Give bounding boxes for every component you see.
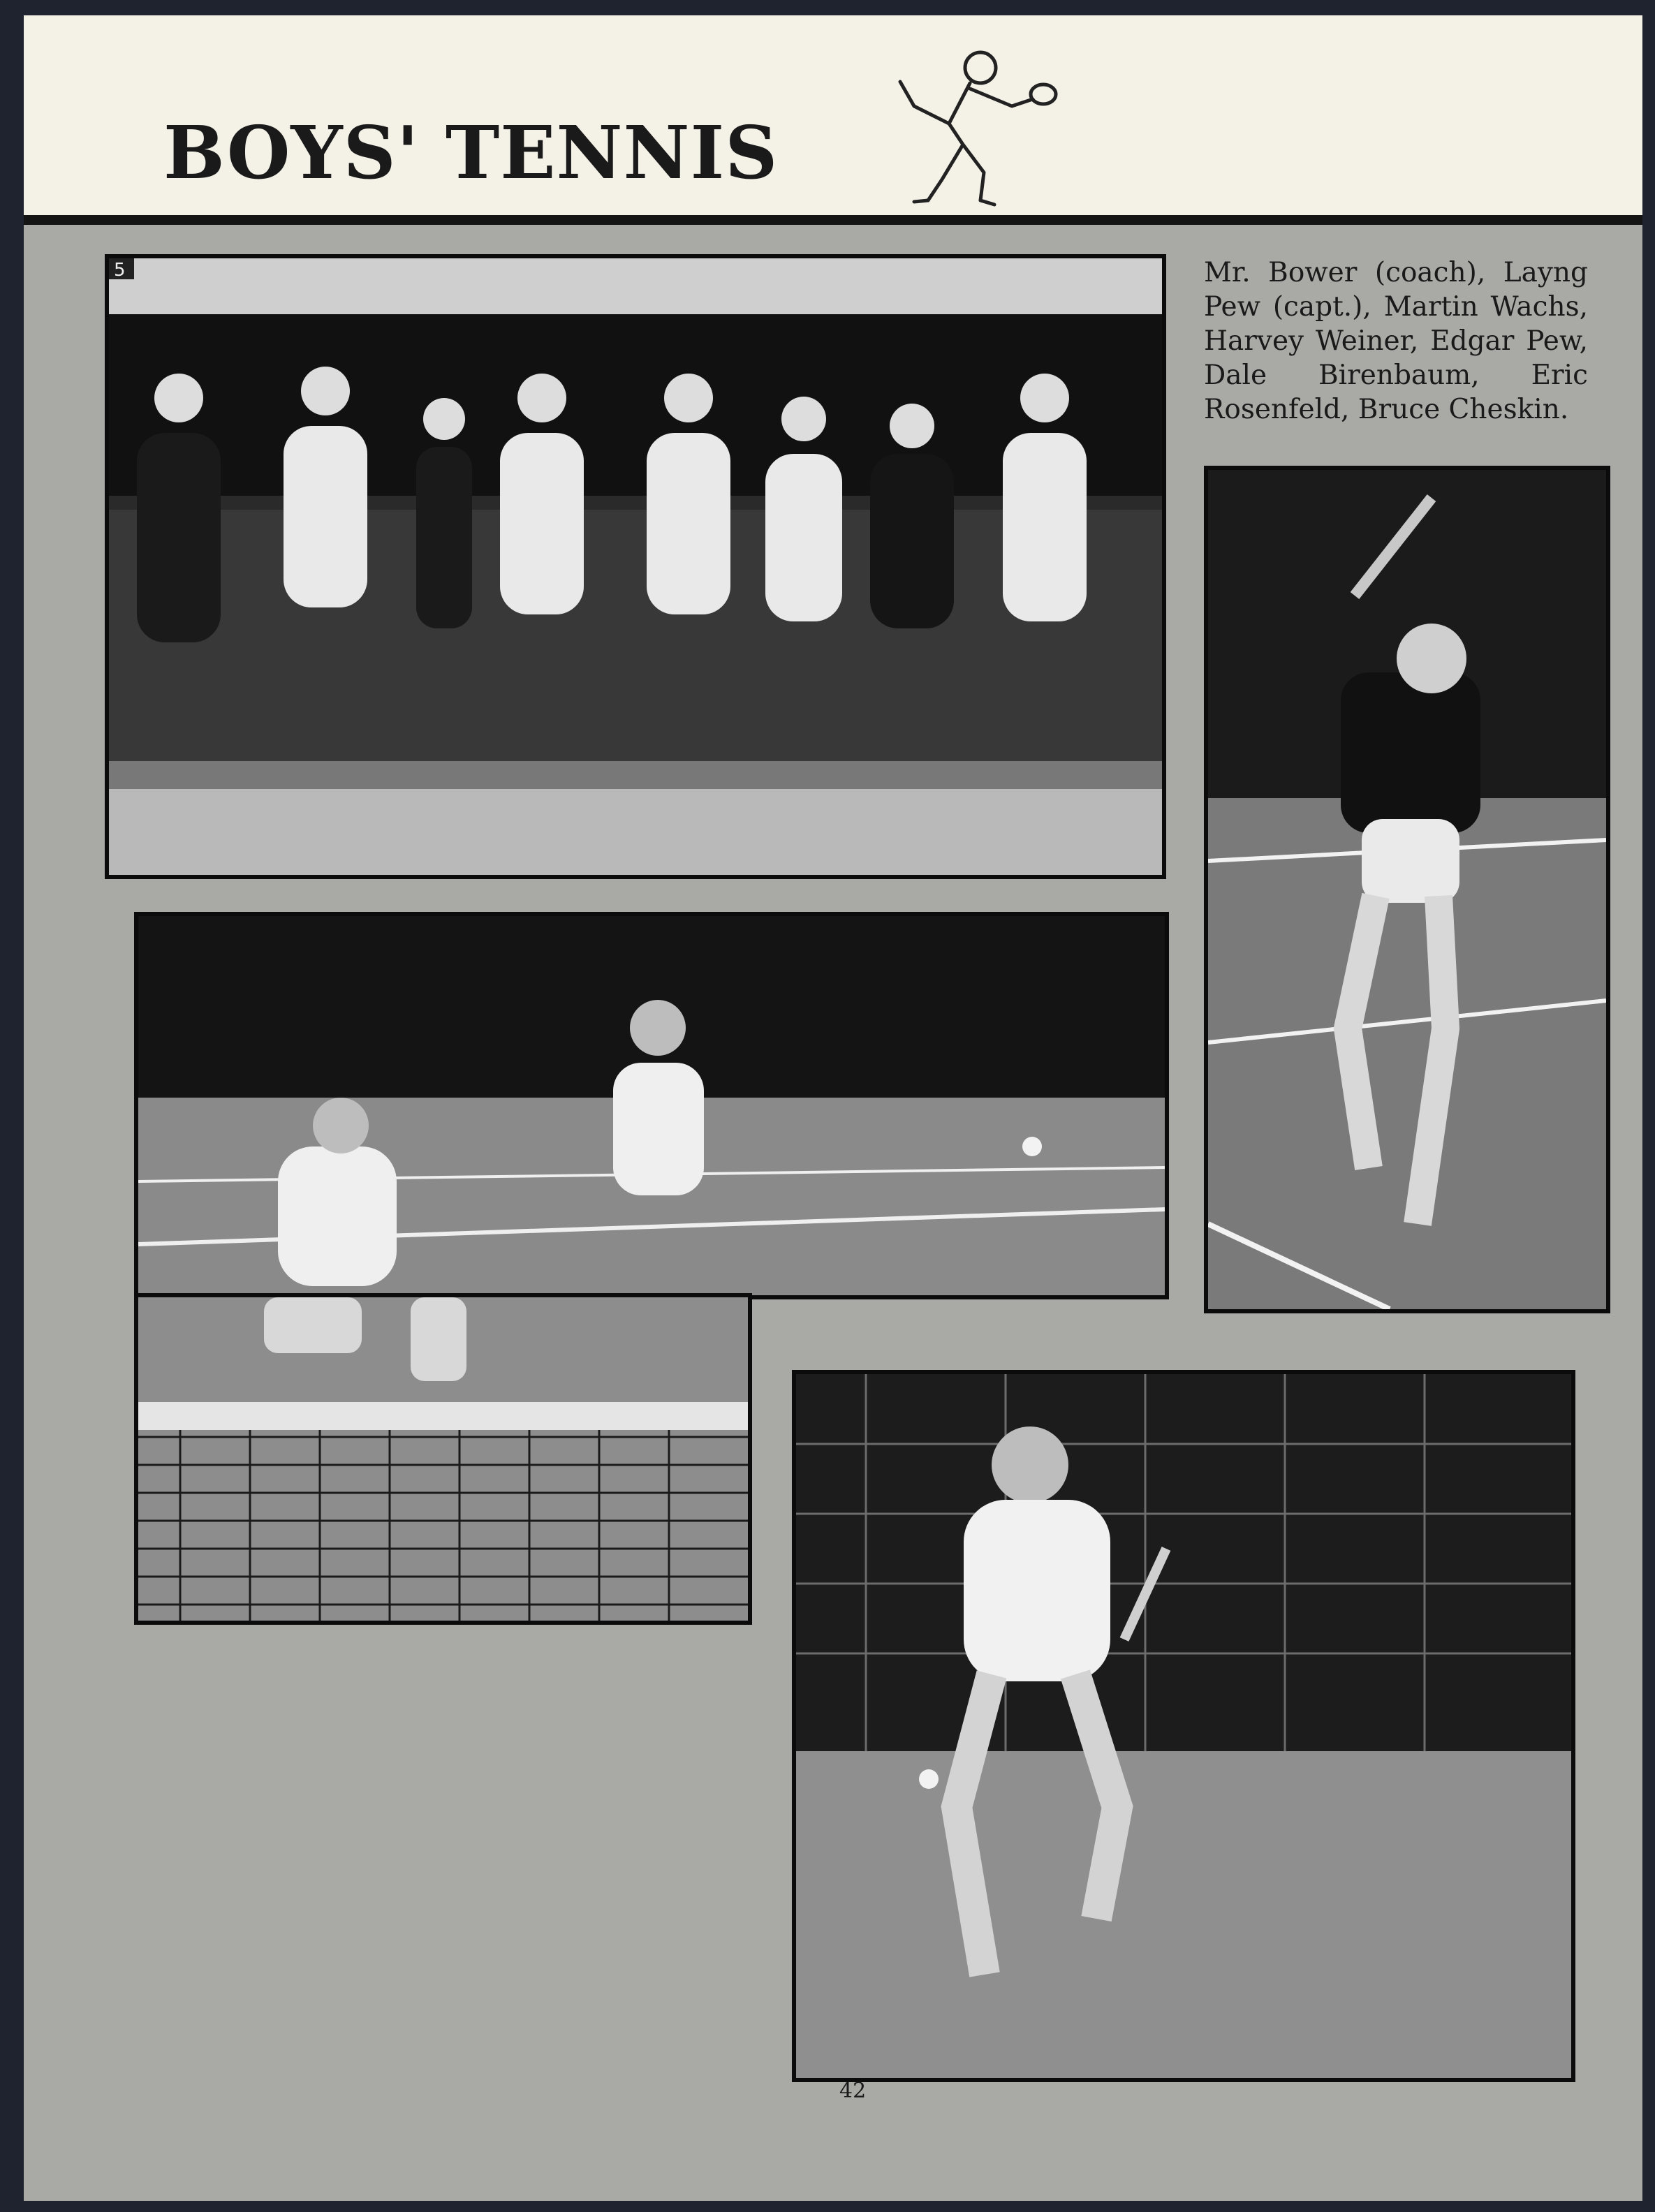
tennis-player-icon — [858, 40, 1068, 214]
header-rule — [24, 215, 1642, 225]
page-header — [24, 15, 1642, 218]
doubles-net-photo — [134, 912, 1169, 1299]
yearbook-page — [24, 15, 1642, 2201]
forehand-photo — [792, 1370, 1575, 2082]
page-title: BOYS' TENNIS — [163, 110, 779, 196]
net-foreground-photo — [134, 1293, 752, 1625]
team-photo — [105, 254, 1166, 879]
team-court-sign: 5 — [114, 260, 126, 281]
photo-caption: Mr. Bower (coach), Layng Pew (capt.), Martin Wachs, Harvey Weiner, Edgar Pew, Dale Birenbaum, Eric Rosenfeld, Bruce Cheskin. — [1204, 257, 1588, 425]
page-number: 42 — [839, 2079, 867, 2103]
overhead-shot-photo — [1204, 466, 1610, 1313]
